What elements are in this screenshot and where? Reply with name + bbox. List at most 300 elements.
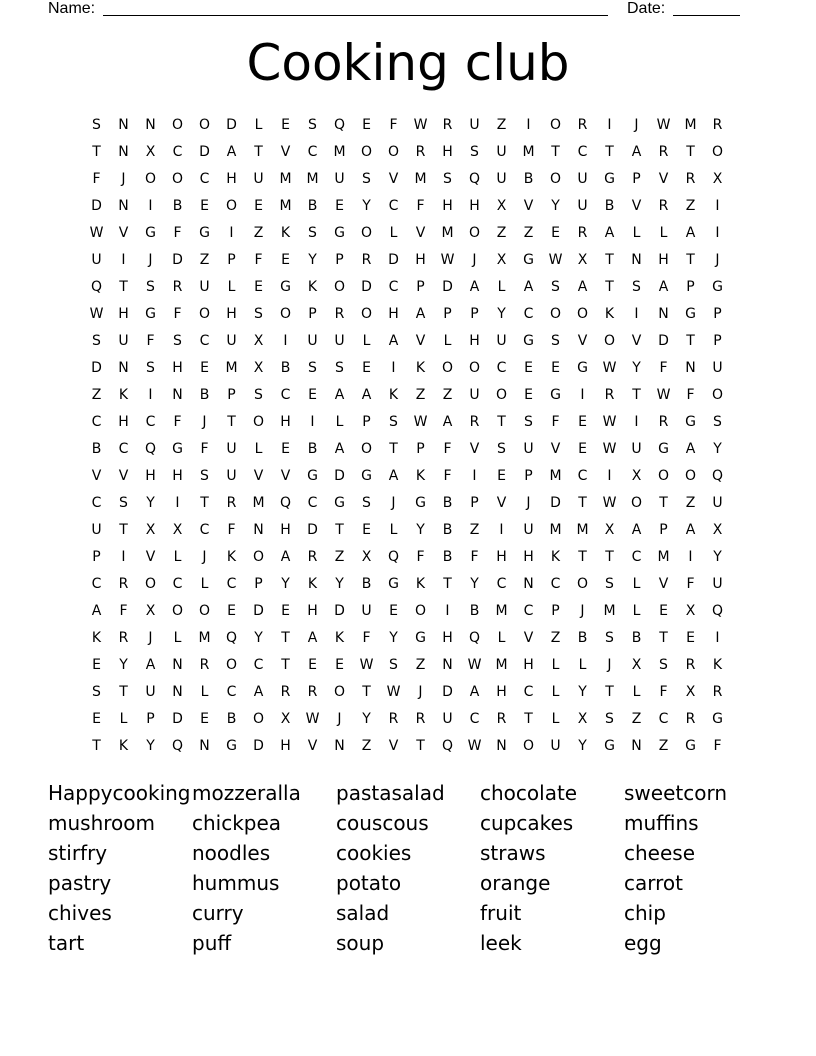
grid-letter: V xyxy=(631,333,642,349)
grid-letter: J xyxy=(472,252,477,268)
grid-letter: T xyxy=(605,279,614,295)
grid-letter: N xyxy=(172,387,183,403)
grid-letter: X xyxy=(145,522,156,538)
grid-letter: M xyxy=(414,171,427,187)
grid-letter: A xyxy=(604,225,615,241)
grid-letter: G xyxy=(280,279,291,295)
grid-letter: W xyxy=(602,441,617,457)
grid-letter: X xyxy=(145,144,156,160)
grid-letter: S xyxy=(200,468,209,484)
date-label: Date: xyxy=(627,0,666,17)
grid-letter: Y xyxy=(281,576,290,592)
grid-letter: T xyxy=(686,252,695,268)
word-list-item: chickpea xyxy=(192,811,282,835)
grid-row xyxy=(83,463,733,490)
grid-letter: U xyxy=(334,333,345,349)
grid-letter: Y xyxy=(713,549,722,565)
grid-letter: F xyxy=(146,333,155,349)
grid-letter: F xyxy=(659,684,668,700)
grid-letter: U xyxy=(307,333,318,349)
grid-letter: T xyxy=(254,144,263,160)
grid-letter: L xyxy=(254,441,263,457)
grid-row xyxy=(83,598,733,625)
grid-letter: N xyxy=(118,360,129,376)
grid-row xyxy=(83,490,733,517)
grid-letter: W xyxy=(656,387,671,403)
grid-letter: R xyxy=(685,171,696,187)
grid-letter: D xyxy=(658,333,669,349)
grid-letter: H xyxy=(442,144,453,160)
grid-letter: G xyxy=(172,441,183,457)
grid-letter: P xyxy=(362,414,371,430)
grid-letter: O xyxy=(549,171,562,187)
grid-letter: S xyxy=(92,117,101,133)
grid-letter: O xyxy=(198,117,211,133)
grid-row xyxy=(83,679,733,706)
grid-letter: P xyxy=(713,306,722,322)
word-list-item: cupcakes xyxy=(480,811,574,835)
grid-letter: T xyxy=(92,144,101,160)
grid-letter: V xyxy=(496,495,507,511)
grid-letter: M xyxy=(441,225,454,241)
grid-letter: S xyxy=(389,414,398,430)
grid-row xyxy=(83,517,733,544)
word-list-item: mozzeralla xyxy=(192,781,301,805)
grid-letter: P xyxy=(227,387,236,403)
grid-letter: J xyxy=(202,549,207,565)
grid-letter: F xyxy=(659,360,668,376)
grid-letter: G xyxy=(145,306,156,322)
grid-letter: L xyxy=(551,684,560,700)
grid-letter: H xyxy=(118,306,129,322)
grid-letter: O xyxy=(414,603,427,619)
grid-letter: B xyxy=(361,576,372,592)
grid-letter: Q xyxy=(279,495,292,511)
grid-letter: E xyxy=(335,198,344,214)
grid-letter: I xyxy=(526,117,531,133)
grid-letter: V xyxy=(658,576,669,592)
grid-letter: W xyxy=(359,657,374,673)
grid-letter: N xyxy=(118,117,129,133)
grid-letter: Z xyxy=(415,387,426,403)
name-label: Name: xyxy=(48,0,96,17)
grid-letter: M xyxy=(657,549,670,565)
grid-letter: F xyxy=(713,738,722,754)
grid-letter: W xyxy=(467,657,482,673)
grid-letter: L xyxy=(227,279,236,295)
grid-letter: C xyxy=(226,684,237,700)
grid-letter: Y xyxy=(551,198,560,214)
grid-letter: M xyxy=(279,171,292,187)
word-list-item: mushroom xyxy=(48,811,155,835)
grid-letter: I xyxy=(472,468,477,484)
grid-letter: V xyxy=(523,630,534,646)
word-row xyxy=(48,898,768,928)
grid-letter: C xyxy=(199,333,210,349)
grid-letter: Q xyxy=(441,738,454,754)
grid-letter: X xyxy=(496,252,507,268)
grid-letter: M xyxy=(495,603,508,619)
grid-letter: I xyxy=(175,495,180,511)
grid-letter: X xyxy=(280,711,291,727)
grid-letter: G xyxy=(199,225,210,241)
grid-letter: F xyxy=(254,252,263,268)
grid-letter: C xyxy=(91,576,102,592)
grid-row xyxy=(83,706,733,733)
grid-letter: E xyxy=(551,225,560,241)
grid-letter: T xyxy=(578,549,587,565)
grid-letter: C xyxy=(550,576,561,592)
grid-letter: M xyxy=(333,144,346,160)
grid-letter: C xyxy=(91,495,102,511)
grid-letter: N xyxy=(334,738,345,754)
grid-letter: U xyxy=(631,441,642,457)
grid-letter: E xyxy=(524,360,533,376)
grid-letter: Y xyxy=(416,522,425,538)
grid-letter: N xyxy=(172,684,183,700)
grid-letter: Y xyxy=(146,738,155,754)
grid-letter: I xyxy=(580,387,585,403)
grid-row xyxy=(83,571,733,598)
grid-letter: U xyxy=(91,522,102,538)
grid-letter: I xyxy=(283,333,288,349)
grid-letter: R xyxy=(577,117,588,133)
grid-letter: B xyxy=(442,495,453,511)
grid-letter: H xyxy=(523,657,534,673)
grid-letter: S xyxy=(605,711,614,727)
grid-letter: Z xyxy=(658,738,669,754)
grid-letter: L xyxy=(362,333,371,349)
grid-letter: I xyxy=(229,225,234,241)
grid-letter: H xyxy=(658,252,669,268)
grid-letter: E xyxy=(551,360,560,376)
grid-row xyxy=(83,301,733,328)
word-list-item: potato xyxy=(336,871,402,895)
word-row xyxy=(48,928,768,958)
grid-letter: L xyxy=(200,576,209,592)
grid-letter: C xyxy=(496,576,507,592)
grid-letter: K xyxy=(415,360,426,376)
grid-letter: L xyxy=(389,522,398,538)
grid-letter: H xyxy=(496,549,507,565)
word-row xyxy=(48,778,768,808)
grid-letter: J xyxy=(391,495,396,511)
grid-letter: G xyxy=(523,333,534,349)
grid-letter: B xyxy=(604,198,615,214)
grid-letter: K xyxy=(388,387,399,403)
grid-letter: H xyxy=(388,306,399,322)
grid-letter: U xyxy=(496,171,507,187)
grid-letter: E xyxy=(92,711,101,727)
grid-letter: T xyxy=(524,711,533,727)
grid-letter: U xyxy=(523,441,534,457)
grid-letter: P xyxy=(632,171,641,187)
grid-letter: S xyxy=(119,495,128,511)
grid-letter: O xyxy=(657,468,670,484)
grid-letter: F xyxy=(227,522,236,538)
grid-letter: A xyxy=(685,225,696,241)
word-list-item: noodles xyxy=(192,841,271,865)
grid-letter: A xyxy=(631,144,642,160)
grid-letter: U xyxy=(577,171,588,187)
grid-letter: I xyxy=(148,198,153,214)
grid-letter: Q xyxy=(90,279,103,295)
grid-letter: S xyxy=(308,225,317,241)
grid-letter: D xyxy=(172,252,183,268)
grid-letter: E xyxy=(281,441,290,457)
grid-letter: Y xyxy=(632,360,641,376)
grid-letter: U xyxy=(118,333,129,349)
grid-letter: Z xyxy=(442,387,453,403)
grid-letter: M xyxy=(252,495,265,511)
grid-letter: J xyxy=(418,684,423,700)
grid-letter: M xyxy=(684,117,697,133)
grid-letter: Z xyxy=(685,198,696,214)
grid-letter: R xyxy=(658,198,669,214)
grid-letter: D xyxy=(388,252,399,268)
grid-letter: P xyxy=(227,252,236,268)
grid-letter: L xyxy=(335,414,344,430)
grid-letter: G xyxy=(658,441,669,457)
grid-letter: H xyxy=(523,549,534,565)
word-list-item: fruit xyxy=(480,901,522,925)
grid-letter: L xyxy=(497,630,506,646)
grid-letter: O xyxy=(171,603,184,619)
grid-letter: K xyxy=(307,576,318,592)
grid-letter: P xyxy=(443,306,452,322)
grid-letter: X xyxy=(631,657,642,673)
date-line xyxy=(673,15,740,16)
grid-row xyxy=(83,625,733,652)
grid-letter: T xyxy=(200,495,209,511)
grid-letter: W xyxy=(305,711,320,727)
grid-letter: S xyxy=(308,360,317,376)
grid-letter: Q xyxy=(468,171,481,187)
grid-letter: T xyxy=(119,279,128,295)
grid-letter: T xyxy=(605,252,614,268)
grid-letter: H xyxy=(496,684,507,700)
grid-letter: R xyxy=(415,711,426,727)
grid-letter: J xyxy=(202,414,207,430)
grid-letter: E xyxy=(281,117,290,133)
grid-letter: C xyxy=(523,306,534,322)
word-list-item: chives xyxy=(48,901,112,925)
grid-letter: O xyxy=(333,279,346,295)
grid-letter: C xyxy=(658,711,669,727)
grid-letter: Z xyxy=(550,630,561,646)
grid-letter: P xyxy=(659,522,668,538)
grid-letter: A xyxy=(577,279,588,295)
grid-letter: S xyxy=(551,333,560,349)
grid-letter: L xyxy=(173,630,182,646)
grid-letter: R xyxy=(604,387,615,403)
grid-letter: S xyxy=(173,333,182,349)
grid-letter: T xyxy=(605,549,614,565)
grid-letter: R xyxy=(685,711,696,727)
grid-letter: U xyxy=(91,252,102,268)
grid-letter: S xyxy=(146,360,155,376)
grid-row xyxy=(83,166,733,193)
grid-letter: R xyxy=(712,684,723,700)
grid-letter: V xyxy=(550,441,561,457)
grid-letter: E xyxy=(362,522,371,538)
grid-letter: Q xyxy=(171,738,184,754)
grid-letter: T xyxy=(119,684,128,700)
grid-letter: M xyxy=(549,468,562,484)
grid-letter: G xyxy=(550,387,561,403)
grid-letter: C xyxy=(523,603,534,619)
grid-letter: Y xyxy=(578,738,587,754)
grid-letter: B xyxy=(307,198,318,214)
grid-letter: G xyxy=(145,225,156,241)
grid-letter: A xyxy=(91,603,102,619)
grid-letter: I xyxy=(121,549,126,565)
grid-letter: O xyxy=(198,603,211,619)
grid-letter: V xyxy=(388,171,399,187)
grid-letter: S xyxy=(335,360,344,376)
grid-letter: H xyxy=(442,630,453,646)
grid-letter: N xyxy=(172,657,183,673)
grid-letter: X xyxy=(685,603,696,619)
grid-letter: A xyxy=(280,549,291,565)
grid-letter: E xyxy=(497,468,506,484)
grid-letter: H xyxy=(469,198,480,214)
grid-letter: V xyxy=(91,468,102,484)
grid-letter: C xyxy=(199,171,210,187)
grid-letter: K xyxy=(118,387,129,403)
grid-letter: C xyxy=(523,684,534,700)
grid-letter: U xyxy=(496,144,507,160)
grid-letter: Z xyxy=(91,387,102,403)
grid-letter: W xyxy=(467,738,482,754)
grid-letter: T xyxy=(605,144,614,160)
grid-letter: N xyxy=(118,144,129,160)
grid-row xyxy=(83,112,733,139)
grid-letter: A xyxy=(469,684,480,700)
grid-letter: P xyxy=(254,576,263,592)
grid-letter: G xyxy=(712,279,723,295)
grid-letter: J xyxy=(607,657,612,673)
grid-letter: J xyxy=(634,117,639,133)
grid-letter: D xyxy=(172,711,183,727)
grid-letter: V xyxy=(145,549,156,565)
grid-letter: E xyxy=(200,711,209,727)
grid-letter: T xyxy=(686,144,695,160)
grid-letter: C xyxy=(307,144,318,160)
grid-letter: F xyxy=(389,117,398,133)
grid-letter: V xyxy=(307,738,318,754)
grid-letter: C xyxy=(388,279,399,295)
grid-letter: O xyxy=(144,576,157,592)
grid-letter: S xyxy=(713,414,722,430)
grid-letter: Z xyxy=(469,522,480,538)
grid-letter: H xyxy=(280,414,291,430)
grid-letter: F xyxy=(119,603,128,619)
grid-letter: C xyxy=(145,414,156,430)
grid-letter: D xyxy=(442,279,453,295)
word-list xyxy=(48,778,768,958)
grid-letter: J xyxy=(121,171,126,187)
grid-letter: L xyxy=(551,657,560,673)
grid-row xyxy=(83,409,733,436)
grid-letter: Y xyxy=(470,576,479,592)
grid-letter: F xyxy=(470,549,479,565)
grid-letter: U xyxy=(577,198,588,214)
grid-letter: C xyxy=(253,657,264,673)
grid-letter: C xyxy=(307,495,318,511)
grid-letter: F xyxy=(551,414,560,430)
grid-letter: S xyxy=(605,630,614,646)
grid-letter: L xyxy=(578,657,587,673)
grid-letter: C xyxy=(280,387,291,403)
grid-letter: D xyxy=(442,684,453,700)
grid-letter: O xyxy=(630,495,643,511)
grid-letter: Z xyxy=(334,549,345,565)
grid-letter: M xyxy=(306,171,319,187)
grid-letter: C xyxy=(577,144,588,160)
word-list-item: tart xyxy=(48,931,85,955)
grid-letter: R xyxy=(199,657,210,673)
grid-letter: U xyxy=(226,441,237,457)
grid-letter: O xyxy=(495,387,508,403)
grid-letter: Z xyxy=(415,657,426,673)
grid-letter: I xyxy=(607,468,612,484)
grid-letter: Y xyxy=(497,306,506,322)
grid-letter: L xyxy=(551,711,560,727)
grid-letter: E xyxy=(254,279,263,295)
grid-letter: U xyxy=(550,738,561,754)
grid-letter: G xyxy=(415,495,426,511)
grid-letter: U xyxy=(334,171,345,187)
grid-letter: O xyxy=(468,360,481,376)
grid-letter: Y xyxy=(362,198,371,214)
grid-letter: C xyxy=(631,549,642,565)
grid-letter: E xyxy=(578,414,587,430)
grid-letter: J xyxy=(148,252,153,268)
grid-letter: R xyxy=(685,657,696,673)
grid-letter: T xyxy=(362,684,371,700)
grid-letter: S xyxy=(659,657,668,673)
grid-row xyxy=(83,544,733,571)
grid-letter: D xyxy=(199,144,210,160)
grid-letter: A xyxy=(685,522,696,538)
grid-letter: S xyxy=(362,171,371,187)
grid-letter: K xyxy=(334,630,345,646)
grid-letter: N xyxy=(631,252,642,268)
grid-letter: I xyxy=(391,360,396,376)
grid-letter: C xyxy=(172,144,183,160)
grid-letter: G xyxy=(307,468,318,484)
grid-letter: R xyxy=(658,144,669,160)
grid-letter: F xyxy=(416,198,425,214)
grid-letter: T xyxy=(659,495,668,511)
grid-letter: S xyxy=(524,414,533,430)
grid-letter: D xyxy=(307,522,318,538)
grid-letter: E xyxy=(335,657,344,673)
word-list-item: cookies xyxy=(336,841,412,865)
grid-letter: R xyxy=(307,684,318,700)
grid-letter: U xyxy=(361,603,372,619)
grid-letter: Y xyxy=(119,657,128,673)
grid-letter: S xyxy=(443,171,452,187)
grid-letter: O xyxy=(468,225,481,241)
grid-letter: R xyxy=(442,117,453,133)
grid-row xyxy=(83,436,733,463)
word-list-item: salad xyxy=(336,901,390,925)
grid-letter: S xyxy=(632,279,641,295)
grid-letter: S xyxy=(551,279,560,295)
grid-letter: V xyxy=(280,144,291,160)
